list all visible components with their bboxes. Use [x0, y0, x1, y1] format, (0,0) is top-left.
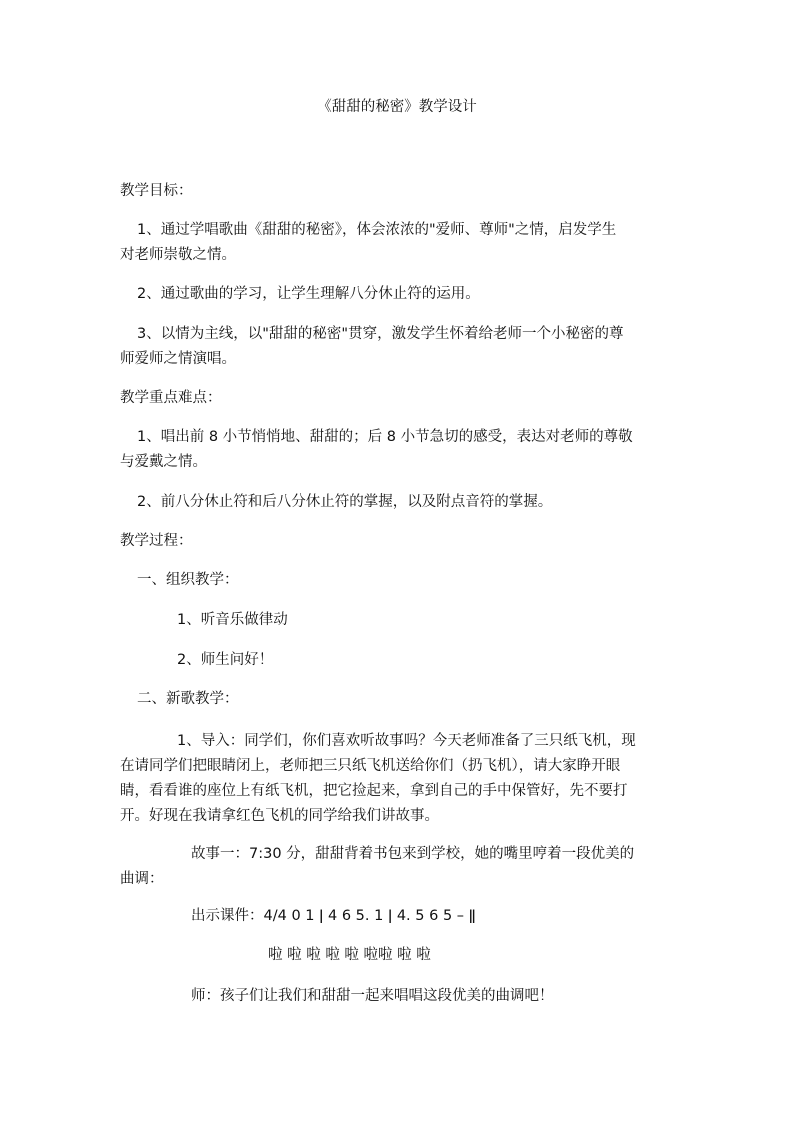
- intro-line-3: 睛，看看谁的座位上有纸飞机，把它捡起来，拿到自己的手中保管好，先不要打: [120, 783, 628, 799]
- intro-line-2: 在请同学们把眼睛闭上，老师把三只纸飞机送给你们（扔飞机），请大家睁开眼: [120, 758, 621, 774]
- objective-1-line-2: 对老师崇敬之情。: [120, 247, 236, 263]
- intro-line-1: 1、导入：同学们，你们喜欢听故事吗？今天老师准备了三只纸飞机，现: [177, 733, 636, 749]
- objective-3-line-2: 师爱师之情演唱。: [120, 351, 236, 367]
- key-points-heading: 教学重点难点：: [120, 390, 222, 406]
- process-heading: 教学过程：: [120, 533, 193, 549]
- section-1-item-1: 1、听音乐做律动: [177, 612, 288, 628]
- key-point-2: 2、前八分休止符和后八分休止符的掌握，以及附点音符的掌握。: [137, 494, 553, 510]
- intro-line-4: 开。好现在我请拿红色飞机的同学给我们讲故事。: [120, 808, 439, 824]
- objectives-heading: 教学目标：: [120, 183, 193, 199]
- key-point-1-line-1: 1、唱出前 8 小节悄悄地、甜甜的；后 8 小节急切的感受，表达对老师的尊敬: [137, 429, 633, 445]
- objective-1-line-1: 1、通过学唱歌曲《甜甜的秘密》，体会浓浓的"爱师、尊师"之情，启发学生: [137, 222, 617, 238]
- section-2-heading: 二、新歌教学：: [137, 691, 239, 707]
- objective-3-line-1: 3、以情为主线，以"甜甜的秘密"贯穿，激发学生怀着给老师一个小秘密的尊: [137, 326, 624, 342]
- objective-2: 2、通过歌曲的学习，让学生理解八分休止符的运用。: [137, 286, 480, 302]
- section-1-heading: 一、组织教学：: [137, 572, 239, 588]
- lyrics-line: 啦 啦 啦 啦 啦 啦啦 啦 啦: [268, 947, 431, 963]
- story-line-1: 故事一：7:30 分，甜甜背着书包来到学校，她的嘴里哼着一段优美的: [191, 846, 635, 862]
- key-point-1-line-2: 与爱戴之情。: [120, 454, 207, 470]
- section-1-item-2: 2、师生问好！: [177, 652, 274, 668]
- document-title: 《甜甜的秘密》教学设计: [317, 99, 477, 115]
- story-line-2: 曲调：: [120, 871, 164, 887]
- courseware-notation: 出示课件：4/4 0 1 ǀ 4 6 5. 1 ǀ 4. 5 6 5 – ǁ: [191, 908, 476, 924]
- teacher-line: 师：孩子们让我们和甜甜一起来唱唱这段优美的曲调吧！: [191, 988, 554, 1004]
